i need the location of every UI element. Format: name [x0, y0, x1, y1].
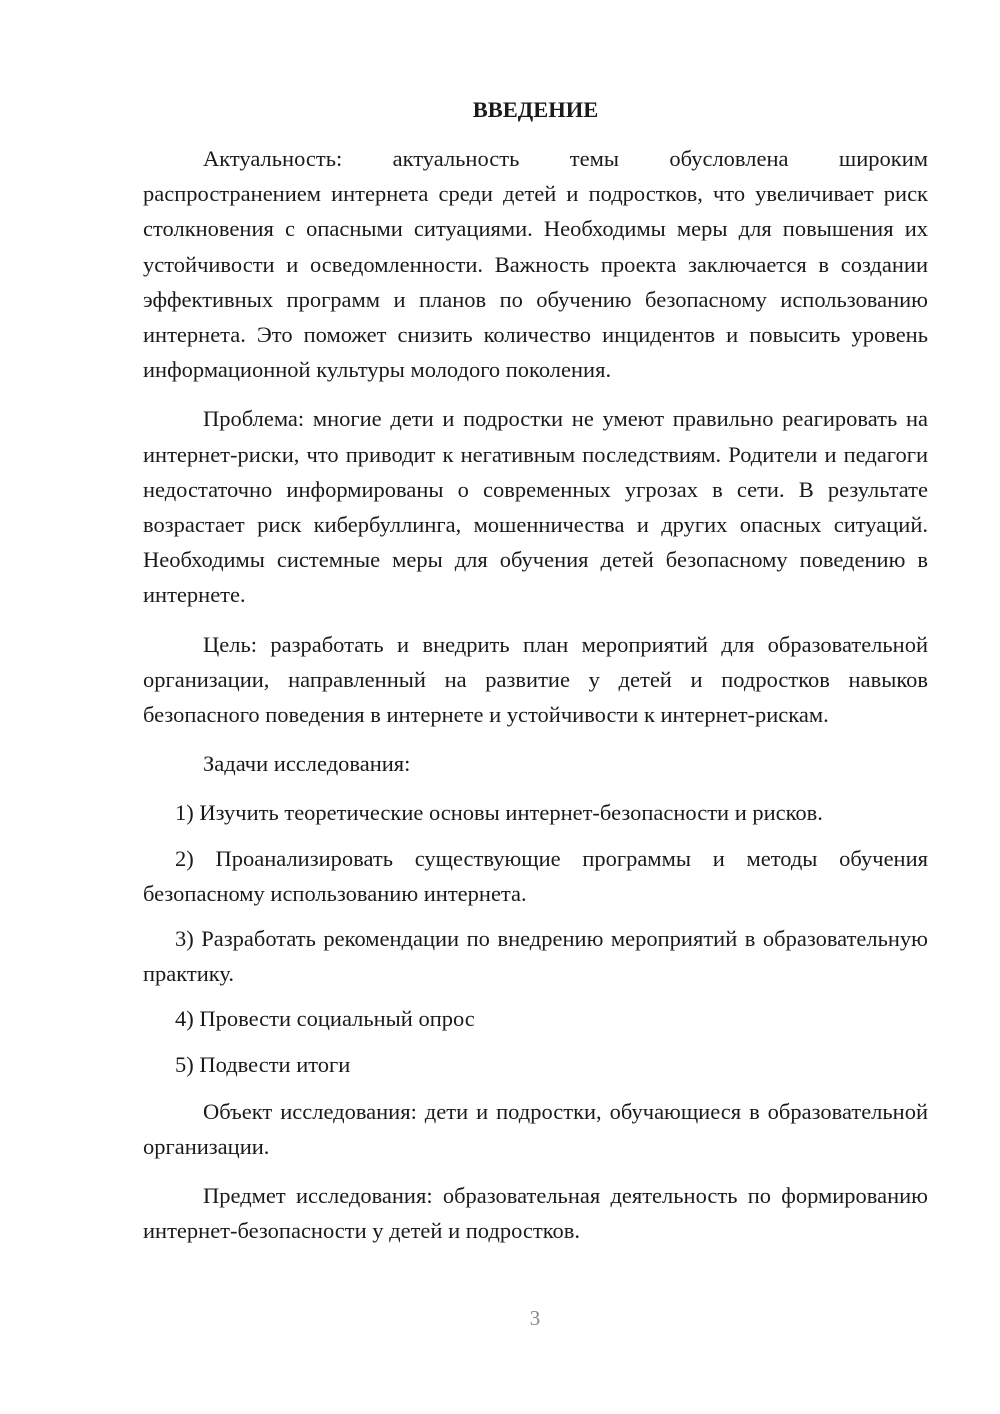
- task-item: 4) Провести социальный опрос: [175, 1006, 475, 1032]
- task-item: 5) Подвести итоги: [175, 1051, 351, 1077]
- section-title: ВВЕДЕНИЕ: [472, 97, 599, 122]
- task-item: 3) Разработать рекомендации по внедрению мероприятий в образовательную практику.: [143, 926, 928, 987]
- object-paragraph: Объект исследования: дети и подростки, обучающиеся в образовательной организации.: [143, 1098, 928, 1160]
- tasks-heading: Задачи исследования:: [203, 751, 411, 777]
- page-content: [143, 92, 928, 1263]
- task-item: 1) Изучить теоретические основы интернет-безопасности и рисков.: [175, 800, 823, 826]
- page-number: 3: [529, 1306, 541, 1330]
- task-item: 2) Проанализировать существующие программы и методы обучения безопасному использованию интернета.: [143, 845, 928, 906]
- goal-paragraph: Цель: разработать и внедрить план мероприятий для образовательной организации, направленный на развитие у детей и подростков навыков безопасного поведения в интернете и устойчивости к интернет-рискам.: [143, 631, 928, 728]
- problem-paragraph: Проблема: многие дети и подростки не умеют правильно реагировать на интернет-риски, что приводит к негативным последствиям. Родители и педагоги недостаточно информированы о современных угрозах в сети. В результате возрастает риск кибербуллинга, мошенничества и других опасных ситуаций. Необходимы системные меры для обучения детей безопасному поведению в интернете.: [143, 406, 928, 608]
- subject-paragraph: Предмет исследования: образовательная деятельность по формированию интернет-безопасности у детей и подростков.: [143, 1183, 928, 1244]
- relevance-paragraph: Актуальность: актуальность темы обусловлена широким распространением интернета среди детей и подростков, что увеличивает риск столкновения с опасными ситуациями. Необходимы меры для повышения их устойчивости и осведомленности. Важность проекта заключается в создании эффективных программ и планов по обучению безопасному использованию интернета. Это поможет снизить количество инцидентов и повысить уровень информационной культуры молодого поколения.: [143, 146, 928, 383]
